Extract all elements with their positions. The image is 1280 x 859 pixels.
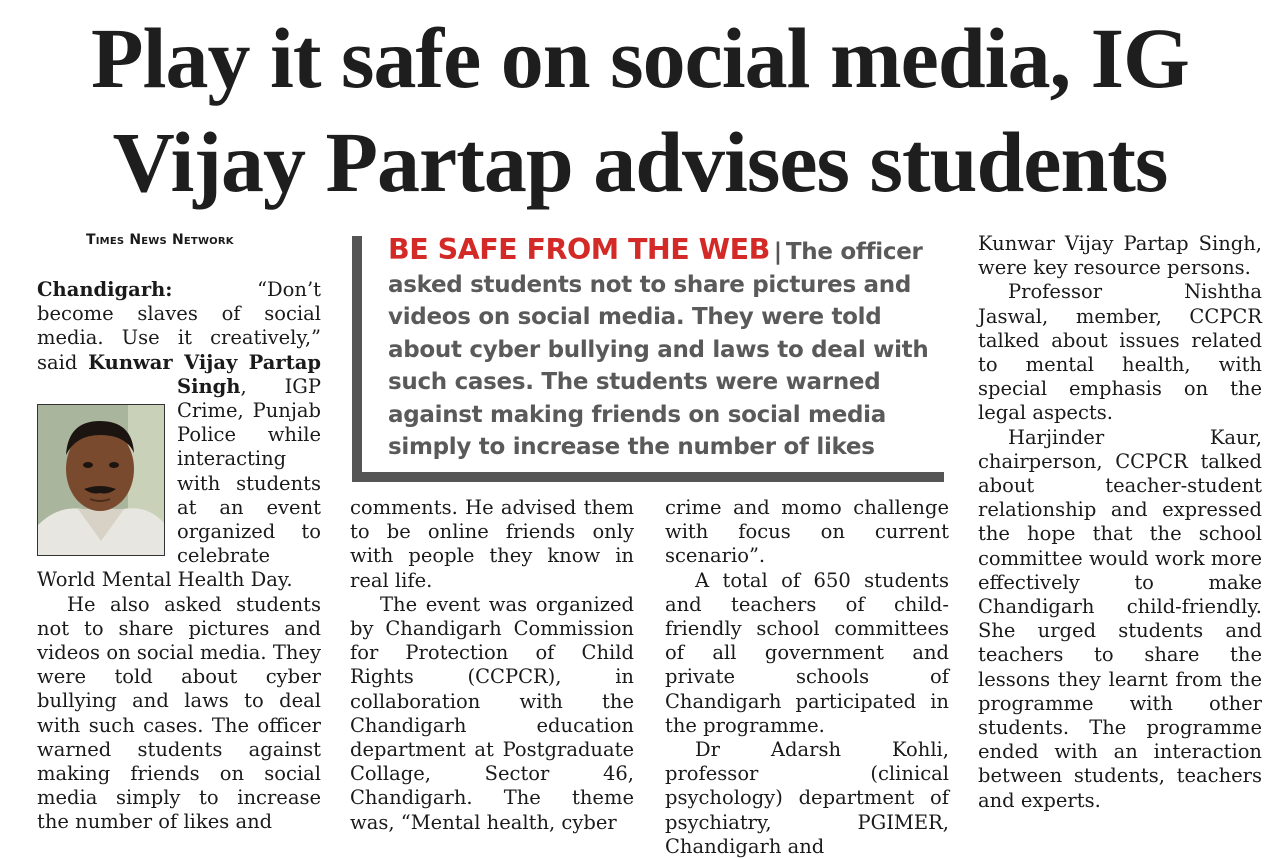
pull-quote-text-block bbox=[388, 234, 938, 464]
article-paragraph-4: A total of 650 students and teachers of child-friendly school committees of all government and private schools of Chandigarh participated in the programme. bbox=[665, 568, 949, 737]
article-column-3 bbox=[665, 496, 949, 859]
article-paragraph-2-continued: comments. He advised them to be online friends only with people they know in real life. bbox=[350, 496, 634, 592]
article-paragraph-6: Professor Nishtha Jaswal, member, CCPCR talked about issues related to mental health, with special emphasis on the legal aspects. bbox=[978, 280, 1262, 425]
article-column-1 bbox=[37, 278, 321, 835]
pull-quote-kicker: BE SAFE FROM THE WEB bbox=[388, 233, 770, 266]
officer-photo bbox=[37, 404, 165, 556]
article-column-4 bbox=[978, 232, 1262, 813]
pull-quote bbox=[352, 232, 944, 482]
pull-quote-rule-bottom bbox=[352, 472, 944, 482]
officer-portrait-image bbox=[38, 405, 164, 555]
article-paragraph-3-continued: crime and momo challenge with focus on current scenario”. bbox=[665, 496, 949, 568]
pull-quote-rule-left bbox=[352, 236, 362, 482]
article-column-2 bbox=[350, 496, 634, 835]
paragraph-1-end: , IGP Crime, Punjab Police while interacting with students at an event organized to celebrate World Mental Health Day. bbox=[37, 374, 321, 592]
article-paragraph-2: He also asked students not to share pictures and videos on social media. They were told about cyber bullying and laws to deal with such cases. The officer warned students against making friends on social media simply to increase the number of likes and bbox=[37, 592, 321, 834]
headline: Play it safe on social media, IG Vijay Partap advises students bbox=[91, 10, 1189, 210]
article-paragraph-5-continued: Kunwar Vijay Partap Singh, were key resource persons. bbox=[978, 232, 1262, 280]
article-paragraph-5: Dr Adarsh Kohli, professor (clinical psychology) department of psychiatry, PGIMER, Chandigarh and bbox=[665, 738, 949, 858]
officer-name: Kunwar Vijay Partap Singh bbox=[88, 350, 321, 398]
paragraph-1-start: “Don’t become slaves of social media. Use it creatively,” said bbox=[37, 278, 321, 374]
article-paragraph-3: The event was organized by Chandigarh Commission for Protection of Child Rights (CCPCR), in collaboration with the Chandigarh education department at Postgraduate Collage, Sector 46, Chandigarh. The theme was, “Mental health, cyber bbox=[350, 592, 634, 834]
dateline: Chandigarh: bbox=[37, 278, 173, 301]
byline: Times News Network bbox=[86, 232, 234, 248]
pull-quote-body: The officer asked students not to share pictures and videos on social media. They were told about cyber bullying and laws to deal with such cases. The students were warned against making friends on social media simply to increase the number of likes bbox=[388, 239, 929, 460]
article-paragraph-7: Harjinder Kaur, chairperson, CCPCR talked about teacher-student relationship and expressed the hope that the school committee would work more effectively to make Chandigarh child-friendly. She urged students and teachers to share the lessons they learnt from the programme with other students. The programme ended with an interaction between students, teachers and experts. bbox=[978, 425, 1262, 812]
pull-quote-separator: | bbox=[773, 239, 782, 265]
